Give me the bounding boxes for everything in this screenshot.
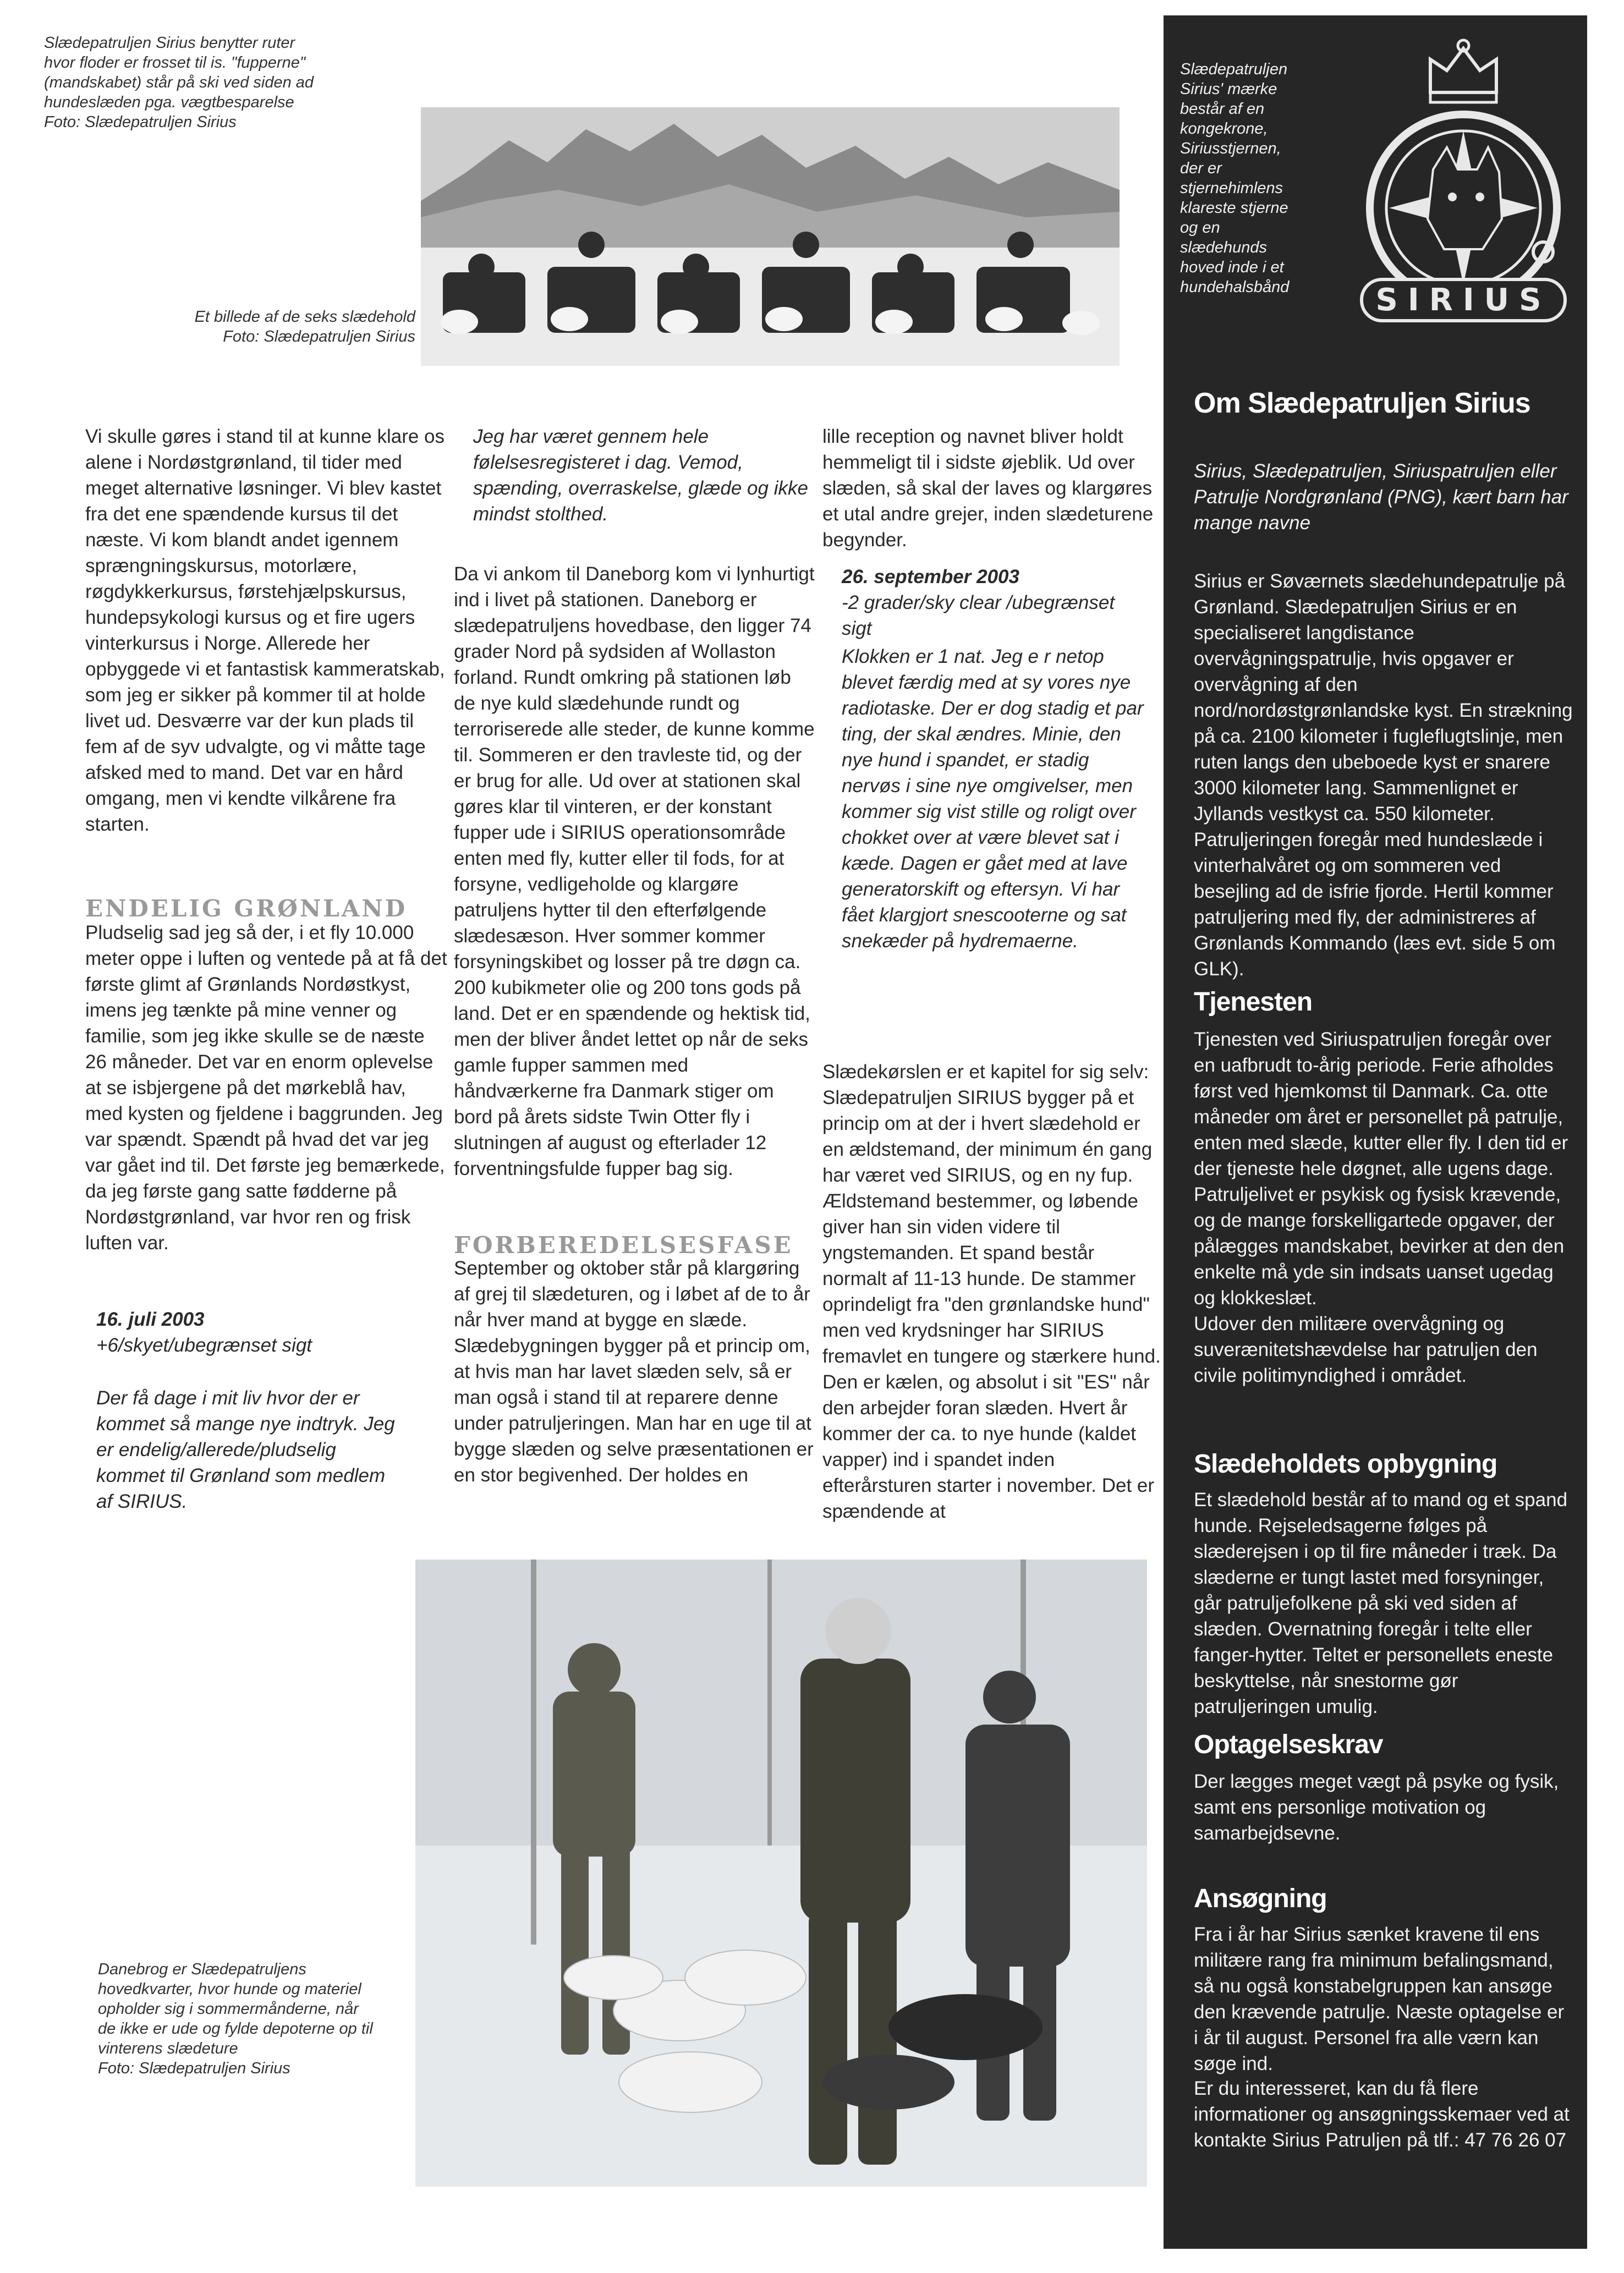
sidebar-paragraph: Sirius er Søværnets slædehundepatrulje på Grønland. Slædepatruljen Sirius er en specialiseret langdistance overvågningspatrulje, hvis opgaver er overvågning af den nord/nordøstgrønlandske kyst. En strækning på ca. 2100 kilometer i fugleflugtslinje, men ruten langs den ubeboede kyst er snarere 3000 kilometer lang. Sammenlignet er Jyllands vestkyst ca. 550 kilometer. <box>1194 570 1573 825</box>
sidebar-section-optagelseskrav: Der lægges meget vægt på psyke og fysik, samt ens personlige motivation og samarbejdsevne. <box>1194 1771 1559 1844</box>
sidebar-heading-opbygning: Slædeholdets opbygning <box>1194 1450 1497 1479</box>
sidebar-heading-ansogning: Ansøgning <box>1194 1884 1327 1913</box>
sidebar-title: Om Slædepatruljen Sirius <box>1194 387 1530 419</box>
teams-caption <box>182 307 415 347</box>
column-1-intro: Vi skulle gøres i stand til at kunne klare os alene i Nordøstgrønland, til tider med meget alternative løsninger. Vi blev kastet fra det ene spændende kursus til det næste. Vi kom blandt andet igennem sprængningskursus, motorlære, røgdykkerkursus, førstehjælpskursus, hundepsykologi kursus og et fire ugers vinterkursus i Norge. Allerede her opbyggede vi et fantastisk kammeratskab, som jeg er sikker på kommer til at holde livet ud. Desværre var der kun plads til fem af de syv udvalgte, og vi måtte tage afsked med to mand. Det var en hård omgang, men vi kendte vilkårene fra starten. <box>85 426 445 835</box>
top-left-caption <box>44 33 319 132</box>
sidebar-section-tjenesten <box>1194 1026 1573 1388</box>
sidebar-paragraph: Patruljelivet er psykisk og fysisk krævende, og de mange forskelligartede opgaver, der pålægges mandskabet, bevirker at den den enkelte må yde sin indsats uanset ugedag og klokkeslæt. <box>1194 1184 1565 1309</box>
column-3-body-2: Slædekørslen er et kapitel for sig selv: Slædepatruljen SIRIUS bygger på et princip om at der i hvert slædehold er en ældstemand, der minimum én gang har været ved SIRIUS, og en ny fup. Ældstemand bestemmer, og løbende giver han sin viden videre til yngstemanden. Et spand består normalt af 11-13 hunde. De stammer oprindeligt fra "den grønlandske hund" men ved krydsninger har SIRIUS fremavlet en tungere og stærkere hund. Den er kælen, og absolut i sit "ES" når den arbejder foran slæden. Hvert år kommer der ca. to nye hunde (kaldet vapper) ind i spandet inden efterårsturen starter i november. Det er spændende at <box>822 1061 1161 1522</box>
sidebar-contact: Er du interesseret, kan du få flere informationer og ansøgningsskemaer ved at kontakte Sirius Patruljen på tlf.: 47 76 26 07 <box>1194 2078 1570 2151</box>
sidebar-paragraph: Tjenesten ved Siriuspatruljen foregår over en uafbrudt to-årig periode. Ferie afholdes først ved hjemkomst til Danmark. Ca. otte måneder om året er personellet på patrulje, enten med slæde, kutter eller fly. I den tid er der tjeneste hele døgnet, alle ugens dage. <box>1194 1029 1568 1179</box>
column-1-body: Pludselig sad jeg så der, i et fly 10.000 meter oppe i luften og ventede på at få det første glimt af Grønlands Nordøstkyst, imens jeg tænkte på mine venner og familie, som jeg ikke skulle se de næste 26 måneder. Det var en enorm oplevelse at se isbjergene på det mørkeblå hav, med kysten og fjeldene i baggrunden. Jeg var spændt. Spændt på hvad det var jeg var gået ind til. Det første jeg bemærkede, da jeg første gang satte fødderne på Nordøstgrønland, var hvor ren og frisk luften var. <box>85 922 447 1254</box>
sidebar-heading-tjenesten: Tjenesten <box>1194 987 1313 1017</box>
sidebar-section-opbygning: Et slædehold består af to mand og et spand hunde. Rejseledsagerne følges på slæderejsen i op til fire måneder i træk. Da slæderne er tungt lastet med forsyninger, går patruljefolkene på ski ved siden af slæden. Overnatning foregår i telte eller fanger-hytter. Teltet er personellets eneste beskyttelse, når snestorme gør patruljeringen umulig. <box>1194 1489 1568 1717</box>
emblem-caption: Slædepatruljen Sirius' mærke består af en kongekrone, Siriusstjernen, der er stjernehimlens klareste stjerne og en slædehunds hoved inde i et hundehalsbånd <box>1180 61 1290 296</box>
column-3-body: lille reception og navnet bliver holdt hemmeligt til i sidste øjeblik. Ud over slæden, så skal der laves og klargøres et utal andre grejer, inden slædeturene begynder. <box>822 426 1154 551</box>
column-2-body-2: September og oktober står på klargøring af grej til slædeturen, og i løbet af de to år når hver mand at bygge en slæde. Slædebygningen bygger på et princip om, at hvis man har lavet slæden selv, så er man også i stand til at reparere denne under patruljeringen. Man har en uge til at bygge slæden og selve præsentationen er en stor begivenhed. Der holdes en <box>454 1258 814 1486</box>
teams-caption-credit: Foto: Slædepatruljen Sirius <box>223 328 415 345</box>
sidebar-panel <box>1164 15 1587 2249</box>
column-3-diary: Klokken er 1 nat. Jeg e r netop blevet færdig med at sy vores nye radiotaske. Der er dog stadig et par ting, der skal ændres. Minie, den nye hund i spandet, er stadig nervøs i sine nye omgivelser, men kommer sig vist stille og roligt over chokket over at være blevet sat i kæde. Dagen er gået med at lave generatorskift og eftersyn. Vi har fået klargjort snescooterne og sat snekæder på hydremaerne. <box>842 646 1144 952</box>
column-3-date: 26. september 2003 <box>842 566 1019 588</box>
heading-endelig-gronland: ENDELIG GRØNLAND <box>85 895 408 922</box>
sirius-emblem <box>1351 37 1576 334</box>
top-left-caption-text: Slædepatruljen Sirius benytter ruter hvor floder er frosset til is. "fupperne" (mandskabet) står på ski ved siden ad hundeslæden pga. vægtbesparelse <box>44 34 314 111</box>
heading-forberedelsesfase: FORBEREDELSESFASE <box>454 1232 793 1259</box>
column-1-date: 16. juli 2003 <box>96 1309 205 1330</box>
bottom-caption-credit: Foto: Slædepatruljen Sirius <box>98 2060 290 2077</box>
sidebar-heading-optagelseskrav: Optagelseskrav <box>1194 1730 1383 1759</box>
column-1-weather: +6/skyet/ubegrænset sigt <box>96 1335 312 1356</box>
sidebar-paragraph: Udover den militære overvågning og suverænitetshævdelse har patruljen den civile politimyndighed i området. <box>1194 1313 1538 1386</box>
daneborg-photo-image <box>415 1560 1147 2187</box>
column-1-diary: Der få dage i mit liv hvor der er kommet så mange nye indtryk. Jeg er endelig/allerede/pludselig kommet til Grønland som medlem af SIRIUS. <box>96 1387 395 1512</box>
column-2-body: Da vi ankom til Daneborg kom vi lynhurtigt ind i livet på stationen. Daneborg er slædepatruljens hovedbase, den ligger 74 grader Nord på sydsiden af Wollaston forland. Rundt omkring på stationen løb de nye kuld slædehunde rundt og terroriserede alle steder, de kunne komme til. Sommeren er den travleste tid, og der er brug for alle. Ud over at stationen skal gøres klar til vinteren, er der konstant fupper ude i SIRIUS operationsområde enten med fly, kutter eller til fods, for at forsyne, vedligeholde og klargøre patruljens hytter til den efterfølgende slædesæson. Hver sommer kommer forsyningskibet og losser på tre døgn ca. 200 kubikmeter olie og 200 tons gods på land. Det er en spændende og hektisk tid, men der bliver åndet lettet op når de seks gamle fupper sammen med håndværkerne fra Danmark stiger om bord på årets sidste Twin Otter fly i slutningen af august og efterlader 12 forventningsfulde fupper bag sig. <box>454 563 815 1179</box>
daneborg-photo <box>415 1560 1147 2187</box>
sidebar-section-ansogning: Fra i år har Sirius sænket kravene til ens militære rang fra minimum befalingsmand, så nu også konstabelgruppen kan ansøge den krævende patrulje. Næste optagelse er i år til august. Personel fra alle værn kan søge ind. <box>1194 1924 1565 2074</box>
teams-caption-text: Et billede af de seks slædehold <box>194 308 415 326</box>
column-2-diary: Jeg har været gennem hele følelsesregisteret i dag. Vemod, spænding, overraskelse, glæde og ikke mindst stolthed. <box>473 426 808 525</box>
bottom-caption <box>98 1959 378 2078</box>
sled-teams-photo <box>421 107 1120 366</box>
sidebar-paragraph: Patruljeringen foregår med hundeslæde i vinterhalvåret og om sommeren ved besejling ad de isfrie fjorde. Hertil kommer patruljering med fly, der administreres af Grønlands Kommando (læs evt. side 5 om GLK). <box>1194 829 1556 980</box>
emblem-banner-text: SIRIUS <box>1375 282 1551 318</box>
sidebar-section-about <box>1194 568 1573 982</box>
sled-teams-photo-image <box>421 107 1120 366</box>
bottom-caption-text: Danebrog er Slædepatruljens hovedkvarter, hvor hunde og materiel opholder sig i sommermånderne, når de ikke er ude og fylde depoterne op til vinterens slædeture <box>98 1961 373 2057</box>
column-3-weather: -2 grader/sky clear /ubegrænset sigt <box>842 592 1115 639</box>
top-left-caption-credit: Foto: Slædepatruljen Sirius <box>44 113 237 131</box>
sidebar-intro: Sirius, Slædepatruljen, Siriuspatruljen eller Patrulje Nordgrønland (PNG), kært barn har mange navne <box>1194 460 1568 534</box>
